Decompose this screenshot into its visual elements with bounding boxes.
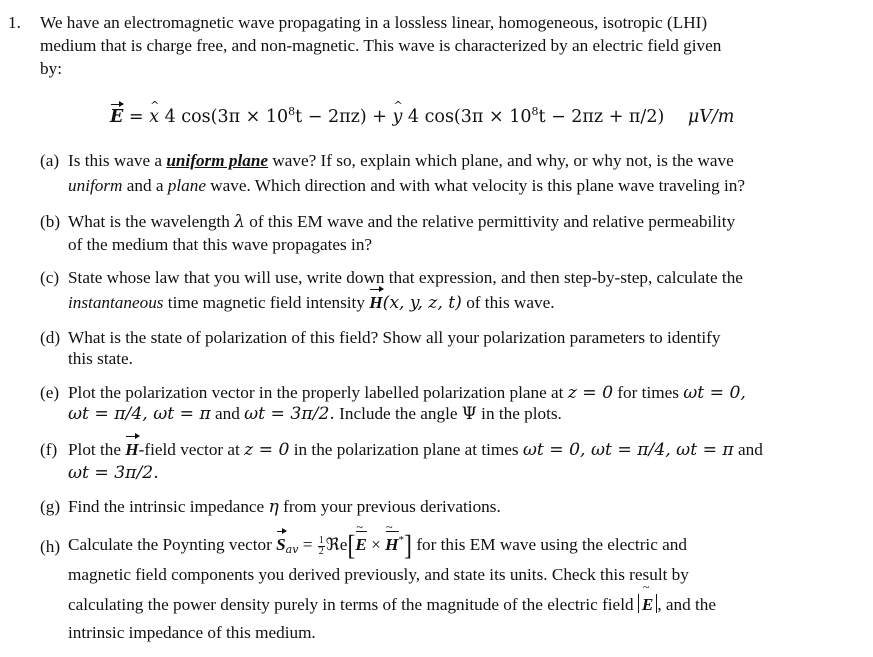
part-d-label: (d) — [40, 328, 61, 347]
part-h-line-3: calculating the power density purely in terms of the magnitude of the electric field E ~ , and the — [68, 594, 716, 613]
E-vector: E — [110, 107, 124, 127]
y-hat: y ^ — [392, 109, 402, 127]
part-f-line-1: Plot the H-field vector at z = 0 in the polarization plane at times ωt = 0, ωt = π/4, ωt = π and — [68, 440, 763, 460]
one-half-fraction: $\frac{1}{2}$ — [318, 534, 324, 557]
part-a-line-1: Is this wave a uniform plane wave? If so, explain which plane, and why, or why not, is the wave — [68, 151, 734, 170]
intro-line-1: We have an electromagnetic wave propagating in a lossless linear, homogeneous, isotropic (LHI) — [40, 13, 708, 32]
intro-line-3: by: — [40, 59, 62, 78]
part-g-label: (g) — [40, 497, 61, 516]
part-h-line-4: intrinsic impedance of this medium. — [68, 623, 316, 642]
part-g-line-1: Find the intrinsic impedance η from your previous derivations. — [68, 497, 501, 517]
part-b-line-2: of the medium that this wave propagates in? — [68, 235, 373, 254]
H-vector: H — [369, 293, 383, 312]
part-c-line-1: State whose law that you will use, write down that expression, and then step-by-step, calculate the — [68, 268, 743, 287]
part-d-line-2: this state. — [68, 349, 133, 368]
problem-number: 1. — [8, 13, 21, 32]
part-e-line-1: Plot the polarization vector in the properly labelled polarization plane at z = 0 for times ωt = 0, — [68, 383, 746, 403]
part-e-label: (e) — [40, 383, 60, 402]
H-phasor: H ~ — [385, 536, 398, 553]
part-h-line-1: Calculate the Poynting vector $S_{av}$ = $\frac{1}{2}$ ℜe[E ~ × H ~*] for this EM wave using the electric and — [68, 534, 687, 558]
part-b-label: (b) — [40, 212, 61, 231]
part-f-line-2: ωt = 3π/2. — [68, 463, 159, 483]
E-magnitude: E ~ — [638, 594, 657, 613]
S-vector: S — [276, 535, 286, 554]
x-hat: x ^ — [149, 109, 159, 127]
part-f-label: (f) — [40, 440, 58, 459]
part-c-label: (c) — [40, 268, 60, 287]
part-h-label: (h) — [40, 537, 61, 556]
part-a-line-2: uniform and a plane wave. Which direction and with what velocity is this plane wave traveling in? — [68, 176, 745, 195]
electric-field-equation: E = x ^ 4 $\cos(3\pi \times 10^8t - 2\pi z) + y$ ^ 4 $\cos(3\pi \times 10^8t - 2\pi z + \pi/2)$ μV/m — [110, 106, 734, 127]
part-e-line-2: ωt = π/4, ωt = π and ωt = 3π/2. Include the angle Ψ in the plots. — [68, 404, 562, 424]
part-d-line-1: What is the state of polarization of this field? Show all your polarization parameters to identify — [68, 328, 721, 347]
equation-units: μV/m — [687, 107, 735, 127]
part-h-line-2: magnetic field components you derived previously, and state its units. Check this result by — [68, 565, 689, 584]
intro-line-2: medium that is charge free, and non-magnetic. This wave is characterized by an electric field given — [40, 36, 722, 55]
part-c-line-2: instantaneous time magnetic field intensity H(x, y, z, t) of this wave. — [68, 293, 555, 313]
H-vector: H — [125, 440, 139, 459]
E-phasor: E ~ — [355, 536, 366, 553]
part-a-label: (a) — [40, 151, 60, 170]
part-b-line-1: What is the wavelength λ of this EM wave and the relative permittivity and relative permeability — [68, 212, 736, 232]
